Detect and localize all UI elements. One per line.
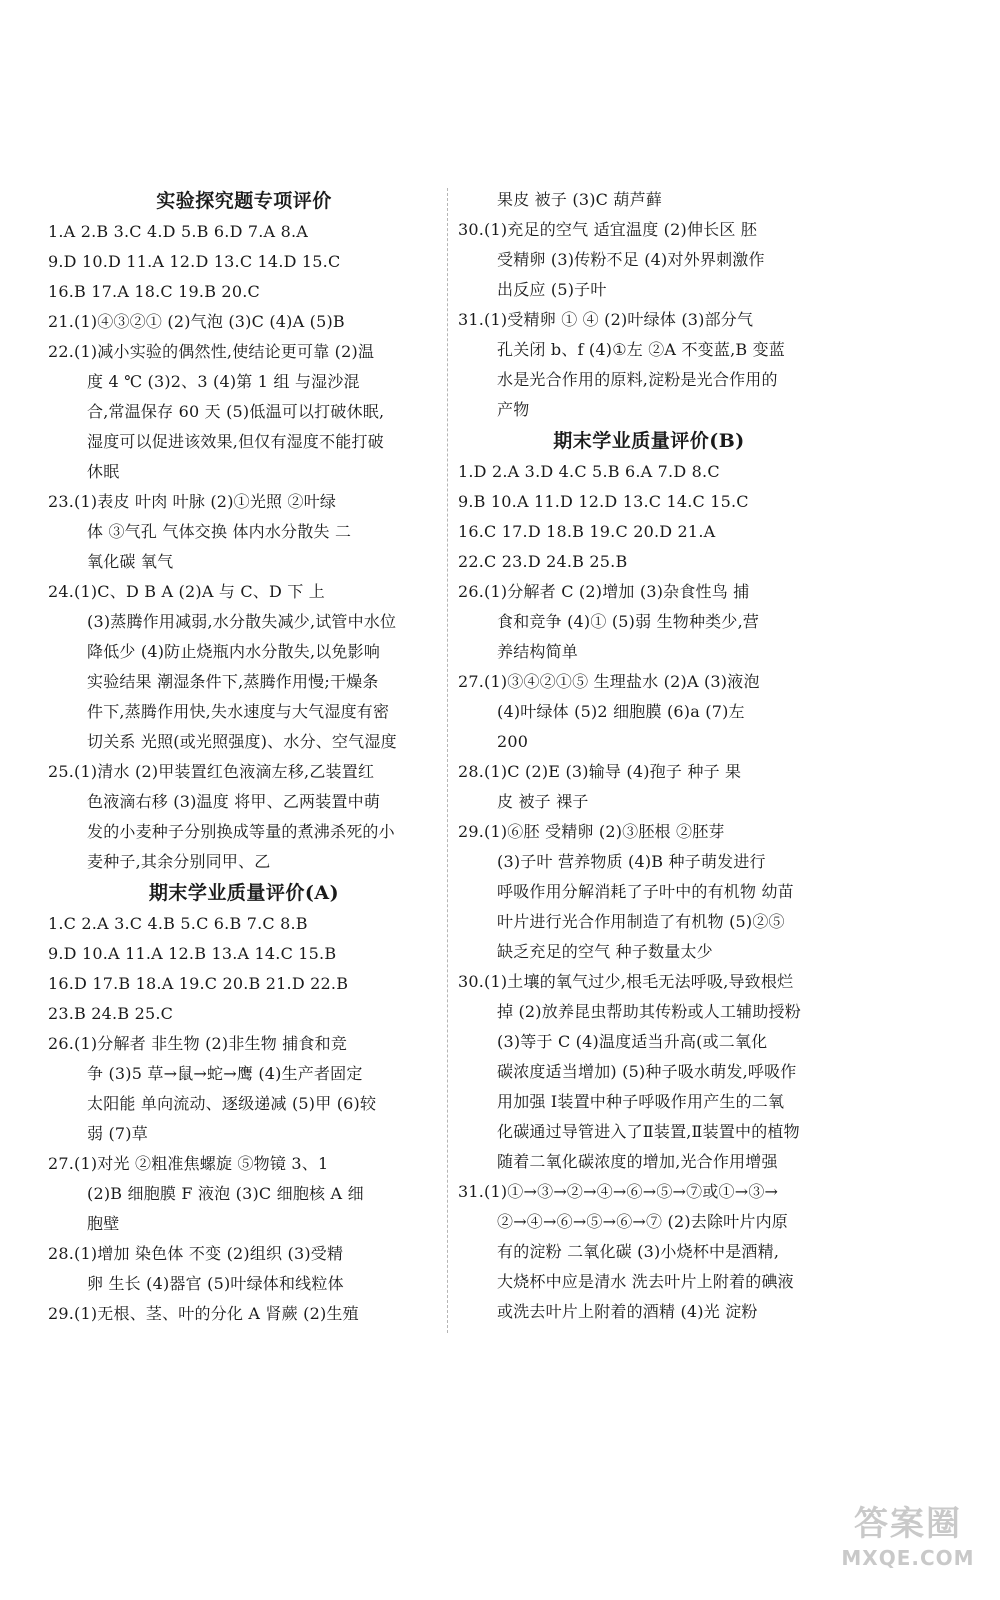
answer-line: 掉 (2)放养昆虫帮助其传粉或人工辅助授粉 bbox=[497, 1002, 801, 1021]
answer-line: 大烧杯中应是清水 洗去叶片上附着的碘液 bbox=[497, 1272, 794, 1291]
answer-line: 件下,蒸腾作用快,失水速度与大气湿度有密 bbox=[87, 702, 390, 721]
answer-line: 休眠 bbox=[87, 462, 120, 481]
answer-line: 9.D 10.A 11.A 12.B 13.A 14.C 15.B bbox=[48, 944, 337, 963]
answer-line: 切关系 光照(或光照强度)、水分、空气湿度 bbox=[87, 732, 397, 751]
answer-line: 22.C 23.D 24.B 25.B bbox=[458, 552, 628, 571]
answer-line: 23.(1)表皮 叶肉 叶脉 (2)①光照 ②叶绿 bbox=[48, 492, 337, 511]
answer-line: 31.(1)受精卵 ① ④ (2)叶绿体 (3)部分气 bbox=[458, 310, 754, 329]
answer-line: 30.(1)充足的空气 适宜温度 (2)伸长区 胚 bbox=[458, 220, 758, 239]
answer-line: 氧化碳 氧气 bbox=[87, 552, 174, 571]
answer-line: 碳浓度适当增加) (5)种子吸水萌发,呼吸作 bbox=[497, 1062, 797, 1081]
answer-line: (3)子叶 营养物质 (4)B 种子萌发进行 bbox=[497, 852, 766, 871]
answer-line: 22.(1)减小实验的偶然性,使结论更可靠 (2)温 bbox=[48, 342, 375, 361]
answer-line: 食和竞争 (4)① (5)弱 生物种类少,营 bbox=[497, 612, 760, 631]
answer-line: (4)叶绿体 (5)2 细胞膜 (6)a (7)左 bbox=[497, 702, 745, 721]
answer-line: 16.D 17.B 18.A 19.C 20.B 21.D 22.B bbox=[48, 974, 349, 993]
left-column bbox=[48, 185, 440, 1329]
answer-line: 合,常温保存 60 天 (5)低温可以打破休眠, bbox=[87, 402, 385, 421]
answer-line: 29.(1)⑥胚 受精卵 (2)③胚根 ②胚芽 bbox=[458, 822, 725, 841]
answer-line: 200 bbox=[497, 732, 529, 751]
section-heading: 实验探究题专项评价 bbox=[156, 190, 332, 212]
answer-line: 9.B 10.A 11.D 12.D 13.C 14.C 15.C bbox=[458, 492, 749, 511]
answer-line: 皮 被子 裸子 bbox=[497, 792, 589, 811]
answer-line: 养结构简单 bbox=[497, 642, 579, 661]
answer-line: 28.(1)增加 染色体 不变 (2)组织 (3)受精 bbox=[48, 1244, 344, 1263]
answer-line: (2)B 细胞膜 F 液泡 (3)C 细胞核 A 细 bbox=[87, 1184, 364, 1203]
answer-line: (3)蒸腾作用减弱,水分散失减少,试管中水位 bbox=[87, 612, 397, 631]
answer-line: 26.(1)分解者 C (2)增加 (3)杂食性鸟 捕 bbox=[458, 582, 750, 601]
answer-line: 体 ③气孔 气体交换 体内水分散失 二 bbox=[87, 522, 352, 541]
answer-line: 1.D 2.A 3.D 4.C 5.B 6.A 7.D 8.C bbox=[458, 462, 720, 481]
answer-line: 实验结果 潮湿条件下,蒸腾作用慢;干燥条 bbox=[87, 672, 379, 691]
answer-line: 叶片进行光合作用制造了有机物 (5)②⑤ bbox=[497, 912, 785, 931]
answer-line: 出反应 (5)子叶 bbox=[497, 280, 607, 299]
answer-line: 缺乏充足的空气 种子数量太少 bbox=[497, 942, 713, 961]
answer-line: 降低少 (4)防止烧瓶内水分散失,以免影响 bbox=[87, 642, 381, 661]
answer-line: 23.B 24.B 25.C bbox=[48, 1004, 174, 1023]
answer-line: 用加强 Ⅰ装置中种子呼吸作用产生的二氧 bbox=[497, 1092, 785, 1111]
answer-line: 有的淀粉 二氧化碳 (3)小烧杯中是酒精, bbox=[497, 1242, 780, 1261]
answer-line: 产物 bbox=[497, 400, 530, 419]
answer-line: 太阳能 单向流动、逐级递减 (5)甲 (6)较 bbox=[87, 1094, 377, 1113]
answer-line: (3)等于 C (4)温度适当升高(或二氧化 bbox=[497, 1032, 768, 1051]
answer-line: ②→④→⑥→⑤→⑥→⑦ (2)去除叶片内原 bbox=[497, 1212, 788, 1231]
answer-line: 色液滴右移 (3)温度 将甲、乙两装置中萌 bbox=[87, 792, 381, 811]
answer-line: 随着二氧化碳浓度的增加,光合作用增强 bbox=[497, 1152, 778, 1171]
answer-line: 27.(1)③④②①⑤ 生理盐水 (2)A (3)液泡 bbox=[458, 672, 760, 691]
answer-line: 9.D 10.D 11.A 12.D 13.C 14.D 15.C bbox=[48, 252, 341, 271]
watermark-text-cn: 答案圈 bbox=[854, 1504, 962, 1544]
answer-line: 31.(1)①→③→②→④→⑥→⑤→⑦或①→③→ bbox=[458, 1182, 779, 1201]
answer-line: 1.A 2.B 3.C 4.D 5.B 6.D 7.A 8.A bbox=[48, 222, 309, 241]
answer-line: 25.(1)清水 (2)甲装置红色液滴左移,乙装置红 bbox=[48, 762, 375, 781]
section-heading: 期末学业质量评价(B) bbox=[553, 430, 745, 452]
answer-line: 卵 生长 (4)器官 (5)叶绿体和线粒体 bbox=[87, 1274, 344, 1293]
answer-line: 16.C 17.D 18.B 19.C 20.D 21.A bbox=[458, 522, 716, 541]
answer-line: 发的小麦种子分别换成等量的煮沸杀死的小 bbox=[87, 822, 395, 841]
watermark-logo bbox=[838, 1504, 978, 1578]
answer-line: 争 (3)5 草→鼠→蛇→鹰 (4)生产者固定 bbox=[87, 1064, 363, 1083]
answer-line: 弱 (7)草 bbox=[87, 1124, 148, 1143]
column-divider bbox=[447, 188, 448, 1333]
answer-line: 29.(1)无根、茎、叶的分化 A 肾蕨 (2)生殖 bbox=[48, 1304, 359, 1323]
answer-line: 1.C 2.A 3.C 4.B 5.C 6.B 7.C 8.B bbox=[48, 914, 308, 933]
answer-line: 16.B 17.A 18.C 19.B 20.C bbox=[48, 282, 260, 301]
answer-line: 水是光合作用的原料,淀粉是光合作用的 bbox=[497, 370, 778, 389]
answer-line: 化碳通过导管进入了Ⅱ装置,Ⅱ装置中的植物 bbox=[497, 1122, 800, 1141]
answer-line: 湿度可以促进该效果,但仅有湿度不能打破 bbox=[87, 432, 384, 451]
answer-line: 度 4 ℃ (3)2、3 (4)第 1 组 与湿沙混 bbox=[87, 372, 360, 391]
watermark-text-en: MXQE.COM bbox=[841, 1546, 975, 1570]
answer-line: 呼吸作用分解消耗了子叶中的有机物 幼苗 bbox=[497, 882, 794, 901]
answer-line: 或洗去叶片上附着的酒精 (4)光 淀粉 bbox=[497, 1302, 758, 1321]
answer-line: 30.(1)土壤的氧气过少,根毛无法呼吸,导致根烂 bbox=[458, 972, 794, 991]
answer-line: 麦种子,其余分别同甲、乙 bbox=[87, 852, 271, 871]
answer-line: 果皮 被子 (3)C 葫芦藓 bbox=[497, 190, 662, 209]
answer-line: 27.(1)对光 ②粗准焦螺旋 ⑤物镜 3、1 bbox=[48, 1154, 329, 1173]
right-column bbox=[458, 185, 840, 1327]
answer-line: 26.(1)分解者 非生物 (2)非生物 捕食和竞 bbox=[48, 1034, 348, 1053]
answer-line: 28.(1)C (2)E (3)输导 (4)孢子 种子 果 bbox=[458, 762, 742, 781]
answer-line: 孔关闭 b、f (4)①左 ②A 不变蓝,B 变蓝 bbox=[497, 340, 786, 359]
answer-line: 21.(1)④③②① (2)气泡 (3)C (4)A (5)B bbox=[48, 312, 345, 331]
answer-line: 24.(1)C、D B A (2)A 与 C、D 下 上 bbox=[48, 582, 325, 601]
answer-line: 受精卵 (3)传粉不足 (4)对外界刺激作 bbox=[497, 250, 765, 269]
section-heading: 期末学业质量评价(A) bbox=[148, 882, 340, 904]
answer-line: 胞壁 bbox=[87, 1214, 120, 1233]
